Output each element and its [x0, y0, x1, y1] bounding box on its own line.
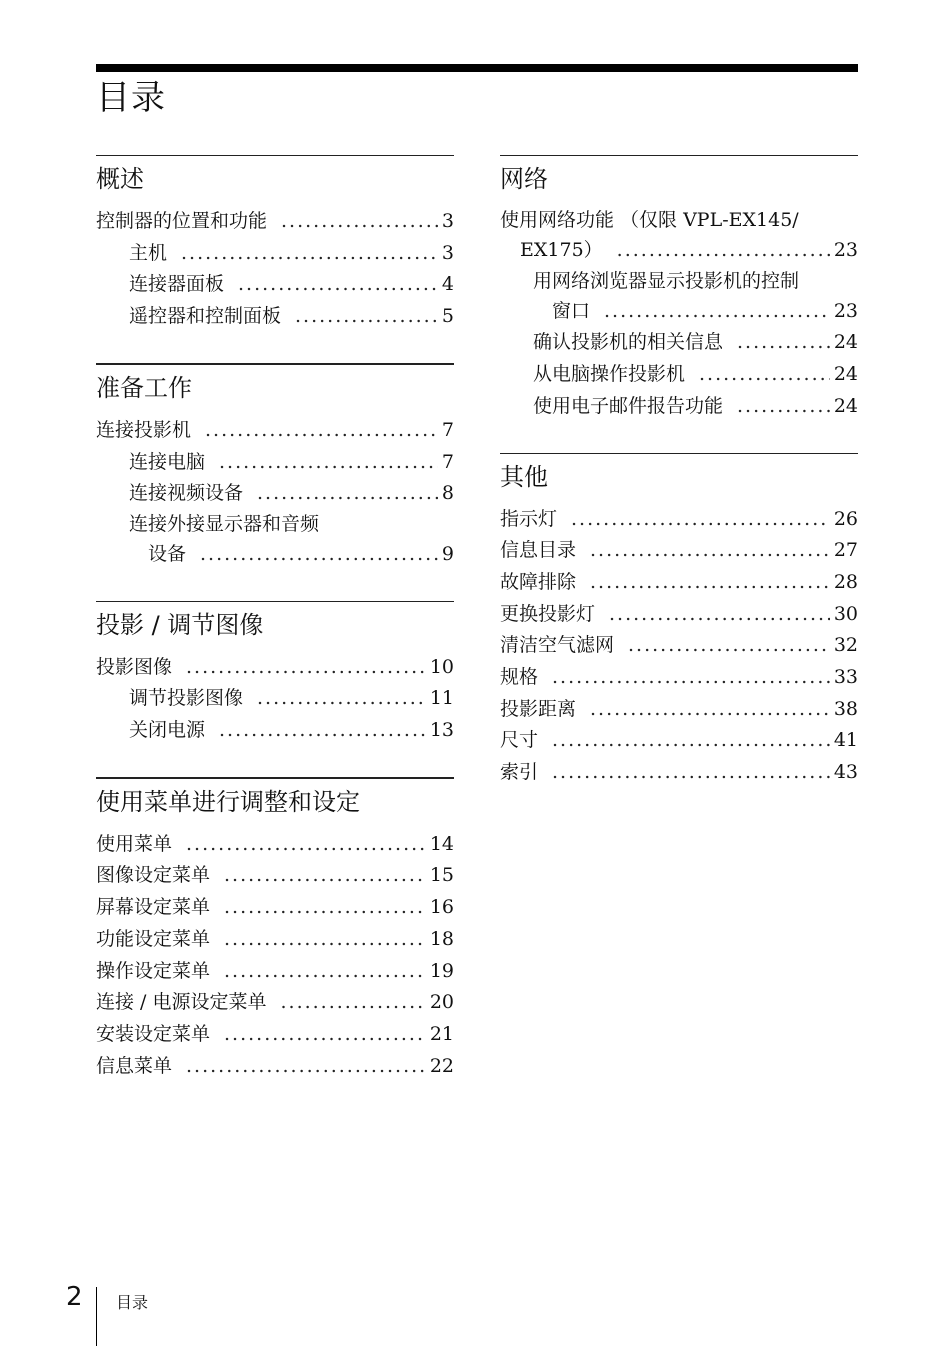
section-heading: 概述 — [96, 155, 454, 206]
entry-page: 19 — [429, 959, 454, 982]
dot-leader — [590, 535, 830, 567]
dot-leader — [295, 301, 438, 333]
toc-entry[interactable] — [500, 630, 858, 662]
entry-page: 24 — [833, 394, 858, 417]
entry-label: 使用电子邮件报告功能 — [533, 394, 724, 417]
dot-leader — [181, 238, 438, 270]
entry-page: 23 — [833, 299, 858, 322]
toc-entry[interactable] — [96, 269, 454, 301]
section-heading: 网络 — [500, 155, 858, 206]
entry-page: 24 — [833, 363, 858, 386]
dot-leader — [205, 415, 438, 447]
dot-leader — [699, 359, 830, 391]
dot-leader — [186, 1051, 426, 1083]
entry-label: 连接 / 电源设定菜单 — [96, 991, 267, 1014]
toc-entry[interactable] — [500, 694, 858, 726]
toc-entry[interactable] — [96, 683, 454, 715]
dot-leader — [224, 892, 426, 924]
entry-label: 投影距离 — [500, 697, 577, 720]
toc-entry[interactable] — [500, 296, 858, 328]
toc-entry[interactable] — [96, 860, 454, 892]
entry-label: 设备 — [148, 542, 187, 565]
entry-page: 4 — [441, 273, 454, 296]
entry-page: 3 — [441, 241, 454, 264]
section-heading: 投影 / 调节图像 — [96, 601, 454, 652]
entry-page: 18 — [429, 927, 454, 950]
toc-entry[interactable] — [96, 892, 454, 924]
entry-label: 屏幕设定菜单 — [96, 896, 211, 919]
toc-entry[interactable] — [96, 301, 454, 333]
dot-leader — [628, 630, 830, 662]
section-heading: 其他 — [500, 453, 858, 504]
entry-label: 信息目录 — [500, 539, 577, 562]
top-rule — [96, 64, 858, 72]
toc-entry[interactable] — [96, 447, 454, 479]
entry-label: EX175） — [520, 239, 603, 261]
dot-leader — [186, 652, 426, 684]
toc-entry[interactable] — [96, 1051, 454, 1083]
entry-label: 调节投影图像 — [129, 687, 244, 710]
entry-page: 20 — [429, 991, 454, 1014]
toc-entry[interactable] — [500, 359, 858, 391]
dot-leader — [186, 829, 426, 861]
entry-page: 38 — [833, 697, 858, 720]
toc-entry[interactable] — [500, 327, 858, 359]
entry-label: 连接投影机 — [96, 418, 192, 441]
toc-entry-wrapped-head[interactable] — [96, 510, 454, 539]
entry-page: 43 — [833, 761, 858, 784]
dot-leader — [590, 567, 830, 599]
entry-label: 从电脑操作投影机 — [533, 363, 686, 386]
entry-label: 更换投影灯 — [500, 602, 596, 625]
entry-page: 30 — [833, 602, 858, 625]
toc-entry[interactable] — [500, 599, 858, 631]
dot-leader — [552, 757, 830, 789]
dot-leader — [224, 924, 426, 956]
entry-label: 图像设定菜单 — [96, 864, 211, 887]
entry-label: 主机 — [129, 241, 168, 264]
dot-leader — [257, 683, 426, 715]
entry-label: 控制器的位置和功能 — [96, 210, 268, 232]
toc-entry[interactable] — [500, 535, 858, 567]
entry-label: 遥控器和控制面板 — [129, 305, 282, 328]
dot-leader — [280, 987, 425, 1019]
toc-entry[interactable] — [96, 829, 454, 861]
entry-page: 26 — [833, 507, 858, 530]
entry-label: 确认投影机的相关信息 — [533, 331, 724, 354]
toc-entry[interactable] — [96, 924, 454, 956]
entry-label: 连接视频设备 — [129, 482, 244, 505]
entry-label: 功能设定菜单 — [96, 927, 211, 950]
entry-label: 故障排除 — [500, 570, 577, 593]
toc-entry[interactable] — [96, 206, 454, 238]
toc-section-preparation — [96, 363, 454, 571]
dot-leader — [552, 662, 830, 694]
dot-leader — [200, 539, 438, 571]
dot-leader — [224, 956, 426, 988]
entry-page: 8 — [441, 482, 454, 505]
entry-label: 连接器面板 — [129, 273, 225, 296]
toc-section-menus — [96, 777, 454, 1083]
toc-entry[interactable] — [96, 415, 454, 447]
entry-page: 3 — [441, 210, 454, 232]
toc-entry[interactable] — [500, 757, 858, 789]
toc-entry[interactable] — [96, 539, 454, 571]
toc-entry[interactable] — [500, 725, 858, 757]
entry-page: 21 — [429, 1022, 454, 1045]
entry-label: 操作设定菜单 — [96, 959, 211, 982]
entry-page: 28 — [833, 570, 858, 593]
toc-entry[interactable] — [96, 652, 454, 684]
dot-leader — [224, 1019, 426, 1051]
dot-leader — [737, 327, 830, 359]
entry-label: 规格 — [500, 666, 539, 689]
entry-label: 窗口 — [552, 299, 591, 322]
entry-label: 连接外接显示器和音频 — [129, 512, 320, 535]
toc-entry[interactable] — [96, 715, 454, 747]
entry-label: 用网络浏览器显示投影机的控制 — [533, 269, 800, 292]
entry-label: 安装设定菜单 — [96, 1022, 211, 1045]
toc-entry[interactable] — [500, 391, 858, 423]
toc-section-overview — [96, 155, 454, 333]
toc-entry[interactable] — [500, 235, 858, 267]
entry-page: 32 — [833, 634, 858, 657]
dot-leader — [604, 296, 830, 328]
entry-label: 投影图像 — [96, 655, 173, 678]
toc-entry[interactable] — [500, 504, 858, 536]
entry-page: 5 — [441, 305, 454, 328]
dot-leader — [590, 694, 830, 726]
entry-page: 11 — [429, 687, 454, 710]
entry-label: 信息菜单 — [96, 1054, 173, 1077]
footer-label: 目录 — [116, 1293, 149, 1312]
entry-label: 尺寸 — [500, 729, 539, 752]
footer-divider — [96, 1287, 97, 1346]
toc-section-network — [500, 155, 858, 423]
dot-leader — [552, 725, 830, 757]
entry-page: 23 — [833, 239, 858, 261]
dot-leader — [571, 504, 830, 536]
dot-leader — [281, 206, 438, 238]
dot-leader — [737, 391, 830, 423]
dot-leader — [257, 478, 438, 510]
entry-page: 22 — [429, 1054, 454, 1077]
dot-leader — [617, 235, 830, 267]
entry-page: 41 — [833, 729, 858, 752]
toc-section-projection — [96, 601, 454, 747]
entry-label: 使用菜单 — [96, 832, 173, 855]
toc-entry[interactable] — [96, 987, 454, 1019]
toc-section-other — [500, 453, 858, 789]
entry-page: 16 — [429, 896, 454, 919]
page-title: 目录 — [96, 78, 166, 118]
entry-page: 24 — [833, 331, 858, 354]
entry-page: 7 — [441, 418, 454, 441]
entry-label: 关闭电源 — [129, 719, 206, 742]
toc-left-column — [96, 155, 454, 1112]
toc-entry-wrapped-head[interactable] — [500, 206, 858, 235]
entry-label: 连接电脑 — [129, 450, 206, 473]
entry-page: 9 — [441, 542, 454, 565]
toc-entry[interactable] — [500, 567, 858, 599]
toc-entry[interactable] — [96, 238, 454, 270]
dot-leader — [219, 715, 426, 747]
entry-page: 33 — [833, 666, 858, 689]
toc-entry[interactable] — [500, 662, 858, 694]
entry-label: 使用网络功能 （仅限 VPL-EX145/ — [500, 209, 799, 231]
entry-page: 7 — [441, 450, 454, 473]
section-heading: 准备工作 — [96, 363, 454, 415]
toc-right-column — [500, 155, 858, 819]
toc-entry-wrapped-head[interactable] — [500, 267, 858, 296]
dot-leader — [224, 860, 426, 892]
toc-entry[interactable] — [96, 478, 454, 510]
entry-label: 清洁空气滤网 — [500, 634, 615, 657]
entry-page: 10 — [429, 655, 454, 678]
dot-leader — [219, 447, 438, 479]
footer-page-number: 2 — [66, 1282, 83, 1312]
entry-label: 索引 — [500, 761, 539, 784]
toc-entry[interactable] — [96, 956, 454, 988]
entry-page: 13 — [429, 719, 454, 742]
entry-page: 27 — [833, 539, 858, 562]
entry-label: 指示灯 — [500, 507, 558, 530]
toc-entry[interactable] — [96, 1019, 454, 1051]
entry-page: 15 — [429, 864, 454, 887]
dot-leader — [609, 599, 830, 631]
dot-leader — [238, 269, 438, 301]
entry-page: 14 — [429, 832, 454, 855]
section-heading: 使用菜单进行调整和设定 — [96, 777, 454, 829]
